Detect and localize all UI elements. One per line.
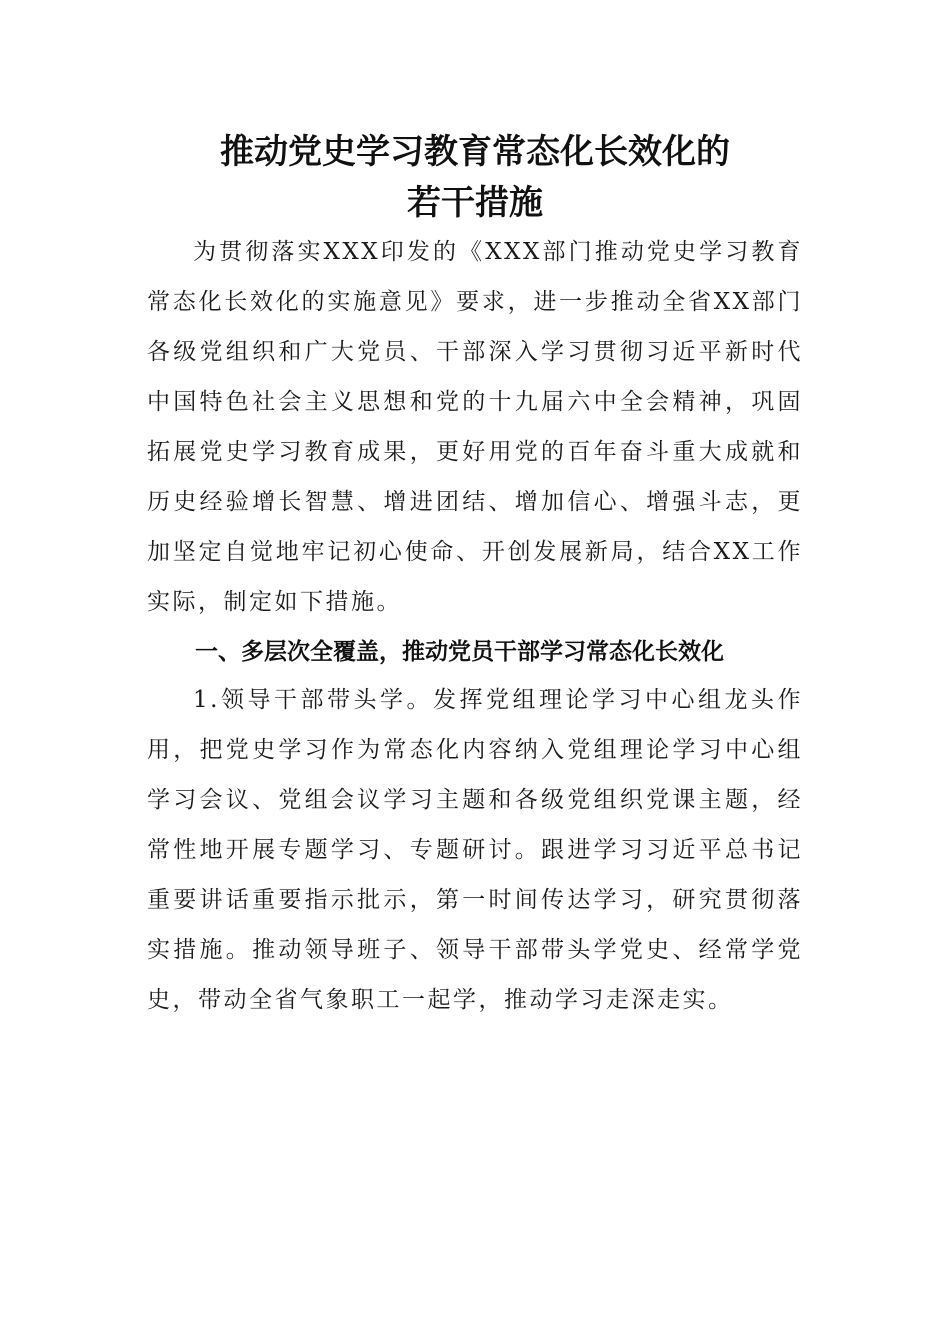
intro-paragraph: 为贯彻落实XXX印发的《XXX部门推动党史学习教育常态化长效化的实施意见》要求，进一步推动全省XX部门各级党组织和广大党员、干部深入学习贯彻习近平新时代中国特色社会主义思想和党的十九届六中全会精神，巩固拓展党史学习教育成果，更好用党的百年奋斗重大成就和历史经验增长智慧、增进团结、增加信心、增强斗志，更加坚定自觉地牢记初心使命、开创发展新局，结合XX工作实际，制定如下措施。 xyxy=(147,239,803,615)
document-title-line-2: 若干措施 xyxy=(407,183,543,223)
item-1-paragraph: 1.领导干部带头学。发挥党组理论学习中心组龙头作用，把党史学习作为常态化内容纳入党组理论学习中心组学习会议、党组会议学习主题和各级党组织党课主题，经常性地开展专题学习、专题研讨。跟进学习习近平总书记重要讲话重要指示批示，第一时间传达学习，研究贯彻落实措施。推动领导班子、领导干部带头学党史、经常学党史，带动全省气象职工一起学，推动学习走深走实。 xyxy=(147,687,803,1013)
section-1-heading: 一、多层次全覆盖，推动党员干部学习常态化长效化 xyxy=(195,639,724,665)
document-title-line-1: 推动党史学习教育常态化长效化的 xyxy=(220,132,730,172)
